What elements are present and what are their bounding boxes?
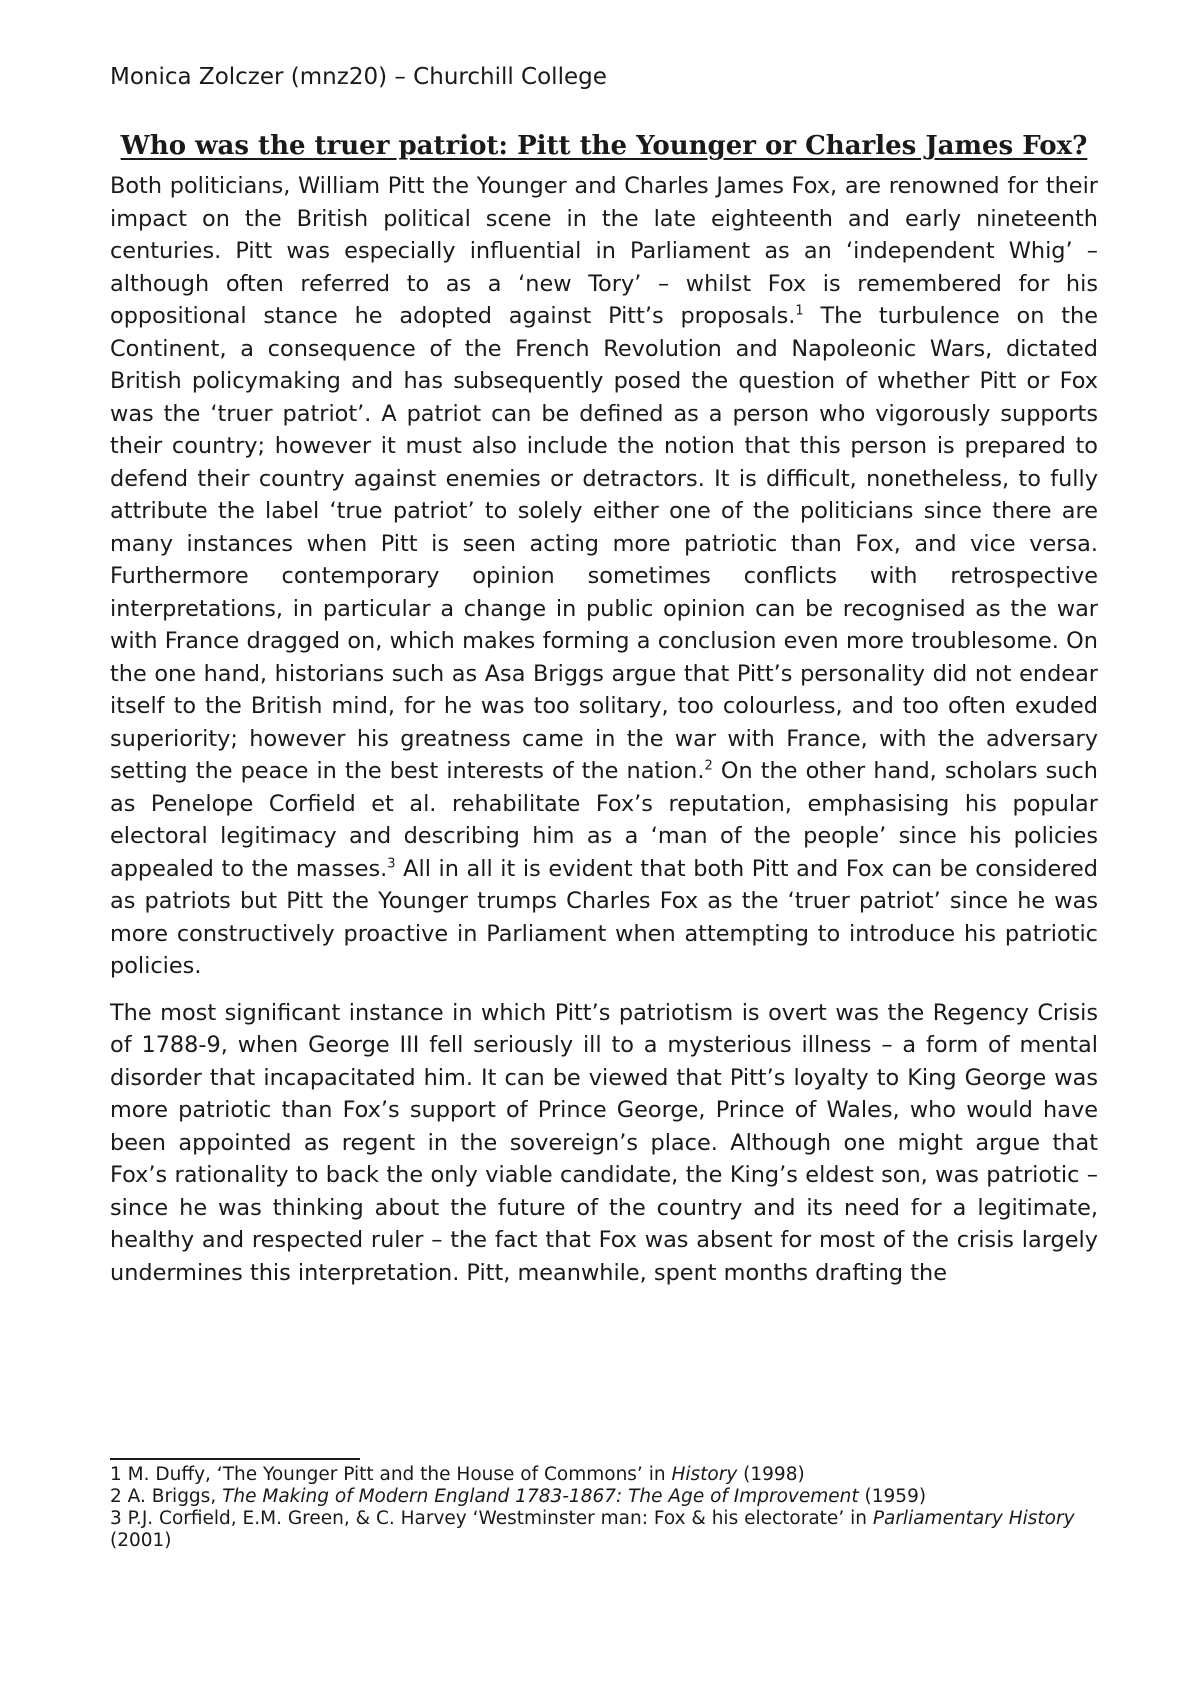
- paragraph-1-text-a: Both politicians, William Pitt the Younger and Charles James Fox, are renowned for their impact on the British political scene in the late eighteenth and early nineteenth centuries. Pitt was especially influential in Parliament as an ‘independent Whig’ – although often referred to as a ‘new Tory’ – whilst Fox is remembered for his oppositional stance he adopted against Pitt’s proposals.: [110, 173, 1098, 329]
- essay-title: Who was the truer patriot: Pitt the Younger or Charles James Fox?: [120, 131, 1088, 161]
- footnote-3-text: P.J. Corfield, E.M. Green, & C. Harvey ‘Westminster man: Fox & his electorate’ in: [121, 1508, 873, 1529]
- footnote-3-number: 3: [110, 1508, 122, 1529]
- footnote-1-number: 1: [110, 1464, 122, 1485]
- footnote-2-italic: The Making of Modern England 1783-1867: The Age of Improvement: [222, 1486, 859, 1507]
- footnote-1-year: (1998): [737, 1464, 805, 1485]
- paragraph-1-text-d: All in all it is evident that both Pitt and Fox can be considered as patriots but Pitt the Younger trumps Charles Fox as the ‘truer patriot’ since he was more constructively proactive in Parliament when attempting to introduce his patriotic policies.: [110, 855, 1098, 979]
- footnote-separator: [110, 1458, 360, 1460]
- footnote-3-year: (2001): [110, 1530, 172, 1551]
- paragraph-1: [110, 170, 1098, 983]
- footnote-3: [110, 1508, 1098, 1552]
- footnote-2-text: A. Briggs,: [121, 1486, 223, 1507]
- document-page: [110, 62, 1098, 1303]
- footnote-3-italic: Parliamentary History: [872, 1508, 1075, 1529]
- footnote-2: [110, 1486, 1098, 1508]
- footnote-ref-3: 3: [387, 856, 396, 872]
- paragraph-1-text-b: The turbulence on the Continent, a consequence of the French Revolution and Napoleonic Wars, dictated British policymaking and has subsequently posed the question of whether Pitt or Fox was the ‘truer patriot’. A patriot can be defined as a person who vigorously supports their country; however it must also include the notion that this person is prepared to defend their country against enemies or detractors. It is difficult, nonetheless, to fully attribute the label ‘true patriot’ to solely either one of the politicians since there are many instances when Pitt is seen acting more patriotic than Fox, and vice versa. Furthermore contemporary opinion sometimes conflicts with retrospective interpretations, in particular a change in public opinion can be recognised as the war with France dragged on, which makes forming a conclusion even more troublesome. On the one hand, historians such as Asa Briggs argue that Pitt’s personality did not endear itself to the British mind, for he was too solitary, too colourless, and too often exuded superiority; however his greatness came in the war with France, with the adversary setting the peace in the best interests of the nation.: [110, 303, 1098, 784]
- footnote-ref-1: 1: [795, 303, 804, 319]
- paragraph-2: The most significant instance in which Pitt’s patriotism is overt was the Regency Crisis of 1788-9, when George III fell seriously ill to a mysterious illness – a form of mental disorder that incapacitated him. It can be viewed that Pitt’s loyalty to King George was more patriotic than Fox’s support of Prince George, Prince of Wales, who would have been appointed as regent in the sovereign’s place. Although one might argue that Fox’s rationality to back the only viable candidate, the King’s eldest son, was patriotic – since he was thinking about the future of the country and its need for a legitimate, healthy and respected ruler – the fact that Fox was absent for most of the crisis largely undermines this interpretation. Pitt, meanwhile, spent months drafting the: [110, 999, 1098, 1286]
- paragraph-1-text-c: On the other hand, scholars such as Penelope Corfield et al. rehabilitate Fox’s reputation, emphasising his popular electoral legitimacy and describing him as a ‘man of the people’ since his policies appealed to the masses.: [110, 758, 1098, 882]
- footnote-1-text: M. Duffy, ‘The Younger Pitt and the House of Commons’ in: [121, 1464, 672, 1485]
- author-line: Monica Zolczer (mnz20) – Churchill College: [110, 64, 607, 90]
- footnote-2-number: 2: [110, 1486, 122, 1507]
- footnote-1-italic: History: [671, 1464, 738, 1485]
- footnote-1: [110, 1464, 1098, 1486]
- footnote-ref-2: 2: [704, 758, 713, 774]
- footnote-2-year: (1959): [858, 1486, 927, 1507]
- footnotes: [110, 1464, 1098, 1552]
